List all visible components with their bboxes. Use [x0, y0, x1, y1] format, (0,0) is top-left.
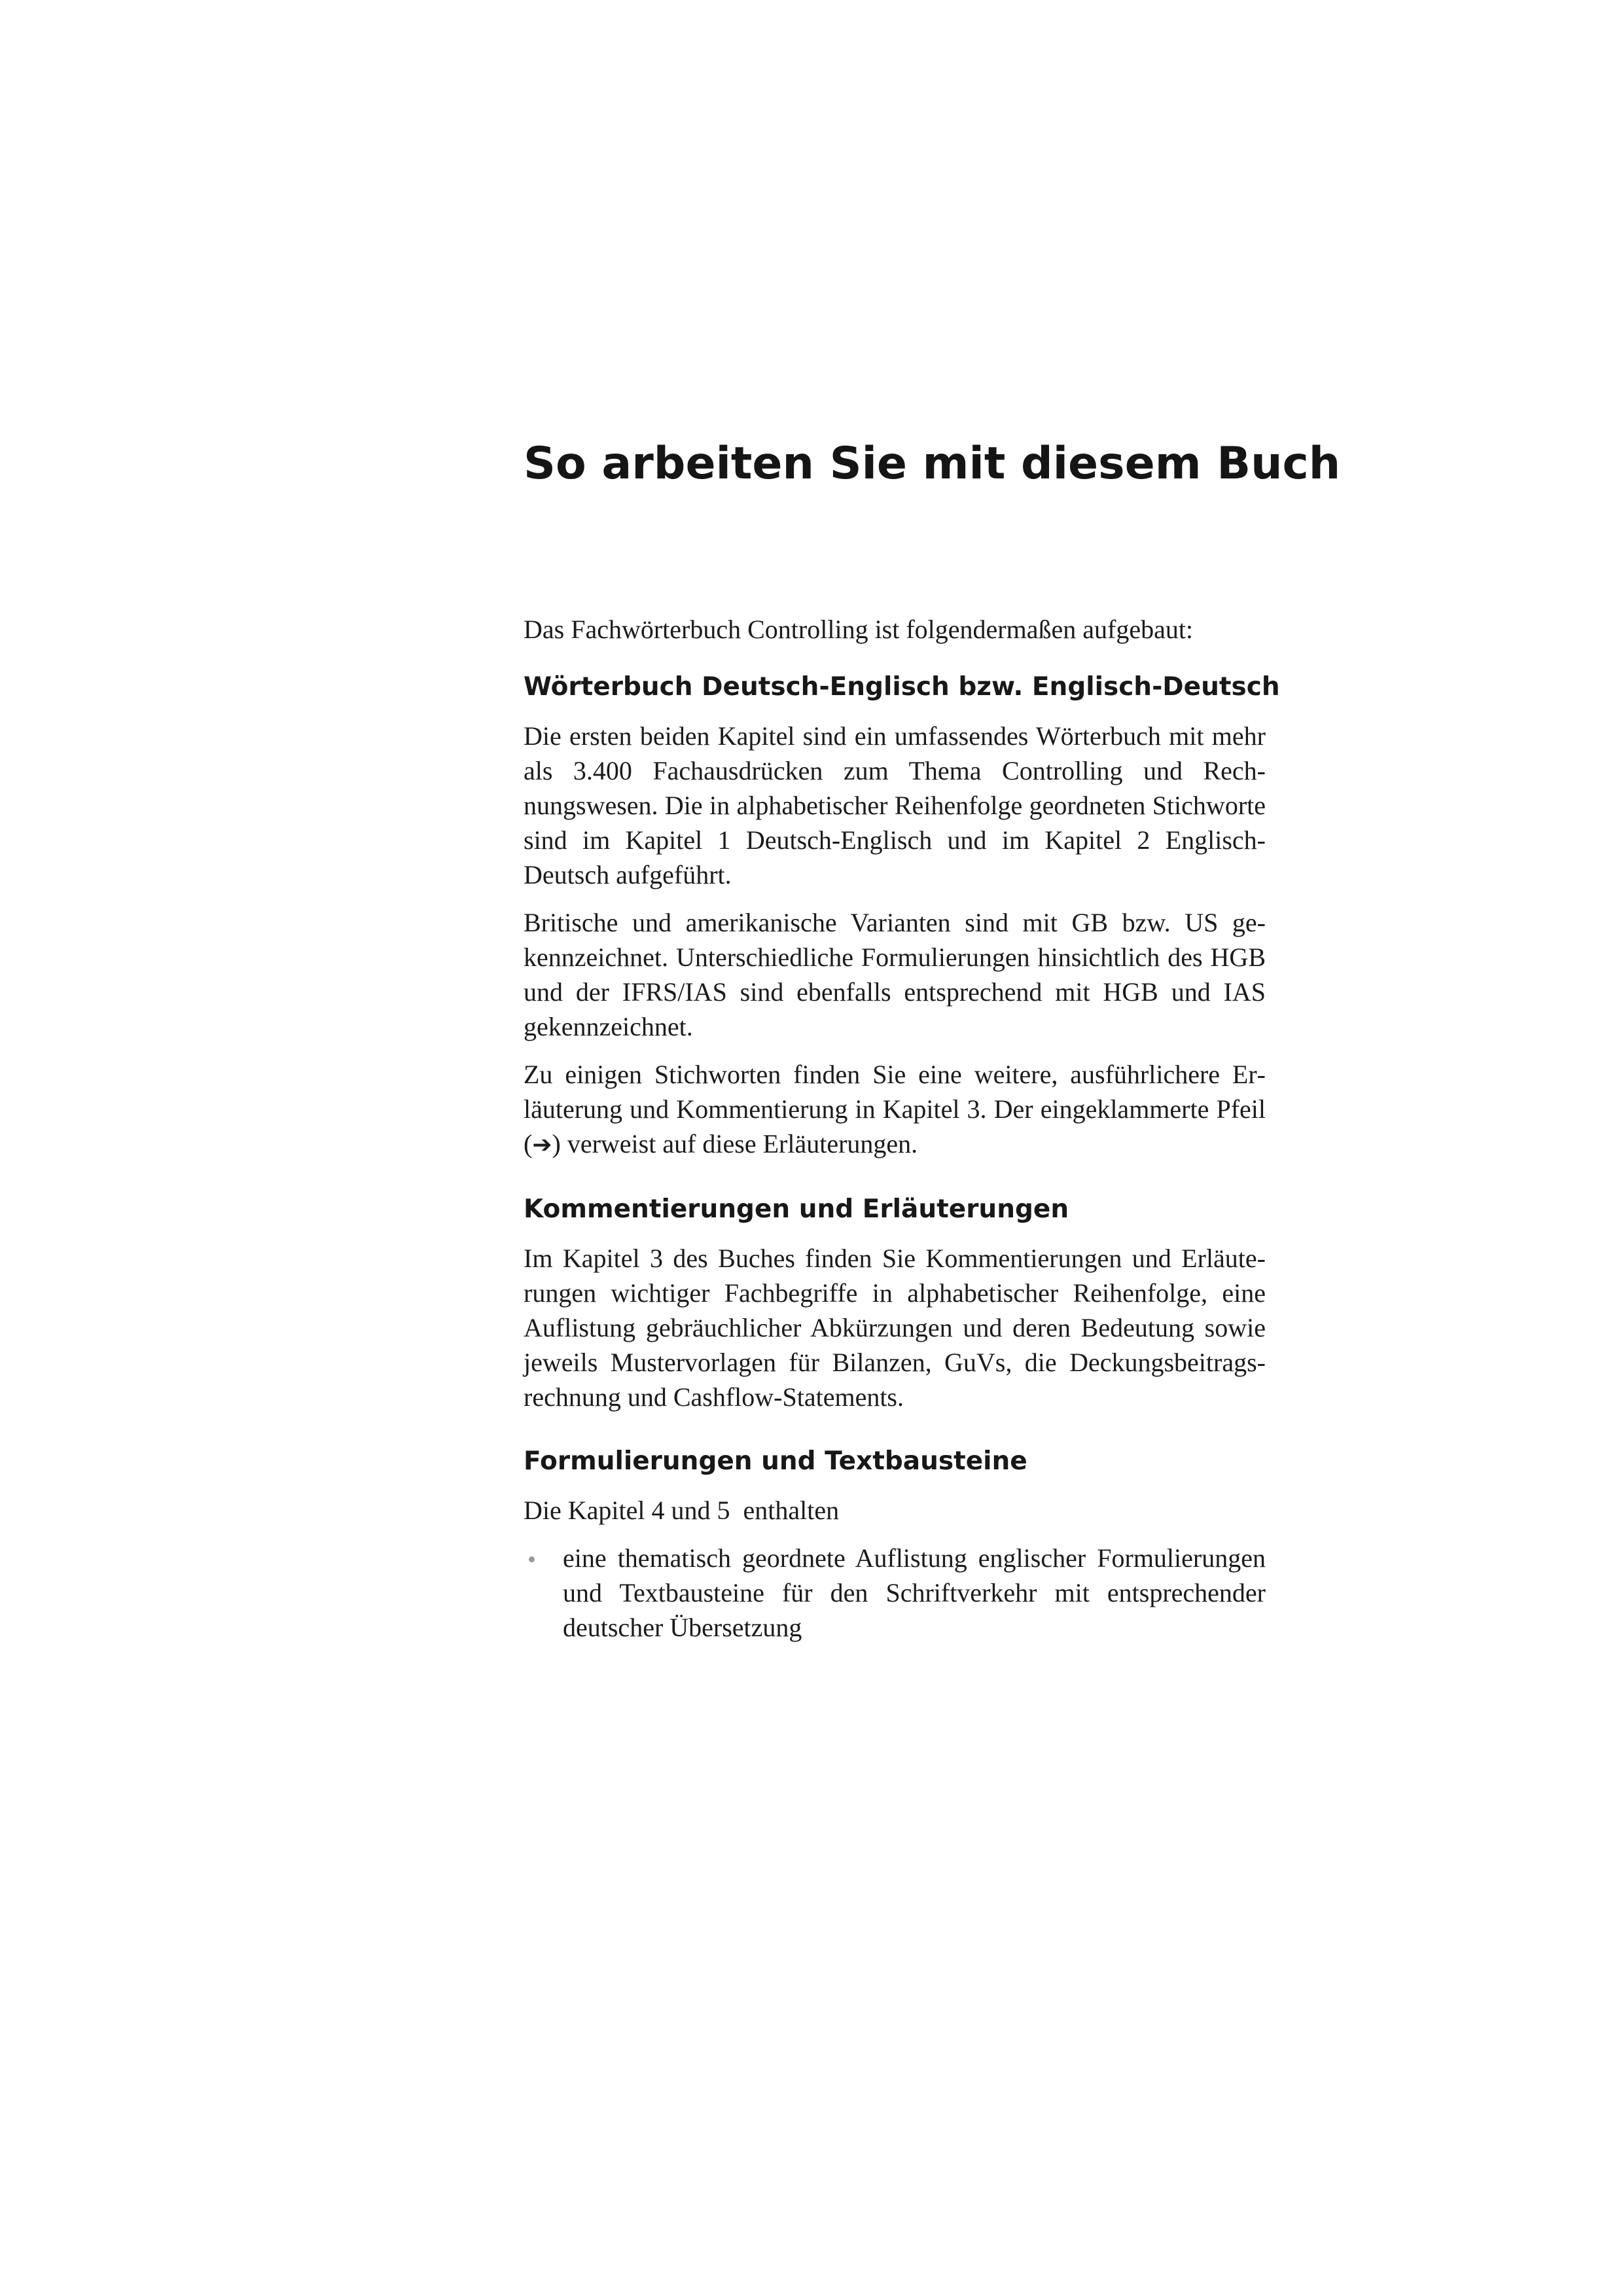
intro-paragraph: Das Fachwörterbuch Controlling ist folgendermaßen aufgebaut: [524, 615, 1194, 644]
list-item [524, 1541, 1266, 1645]
paragraph-chapters-4-5: Die Kapitel 4 und 5 enthalten [524, 1496, 840, 1525]
section-heading-dictionary: Wörterbuch Deutsch-Englisch bzw. Englisch-Deutsch [524, 672, 1280, 702]
bullet-list [524, 1541, 1266, 1645]
arrow-text-before: Zu einigen Stichworten finden Sie eine weitere, ausführlichere Erläuterung und Kommentierung in Kapitel 3. Der eingeklammerte Pfeil ( [524, 1060, 1266, 1158]
section-heading-comments: Kommentierungen und Erläuterungen [524, 1194, 1069, 1224]
list-item-text: eine thematisch geordnete Auflistung englischer Formulierungen und Textbausteine für den Schriftverkehr mit entsprechender deutscher Übersetzung [563, 1543, 1266, 1642]
paragraph-dictionary-overview: Die ersten beiden Kapitel sind ein umfassendes Wörterbuch mit mehr als 3.400 Fachausdrücken zum Thema Controlling und Rechnungswesen. Die in alphabetischer Reihenfolge geordneten Stichworte sind im Kapitel 1 Deutsch-Englisch und im Kapitel 2 Englisch-Deutsch aufgeführt. [524, 721, 1266, 889]
paragraph-variants: Britische und amerikanische Varianten sind mit GB bzw. US gekennzeichnet. Unterschiedliche Formulierungen hinsichtlich des HGB und der IFRS/IAS sind ebenfalls entsprechend mit HGB und IAS gekennzeichnet. [524, 908, 1266, 1041]
arrow-right-icon: ➔ [532, 1132, 552, 1158]
page-content [524, 612, 1280, 1645]
paragraph-arrow-reference [524, 1057, 1266, 1162]
paragraph-comments: Im Kapitel 3 des Buches finden Sie Kommentierungen und Erläuterungen wichtiger Fachbegriffe in alphabetischer Reihenfolge, eine Auflistung gebräuchlicher Abkürzungen und deren Bedeutung sowie jeweils Mustervorlagen für Bilanzen, GuVs, die Deckungsbeitragsrechnung und Cashflow-Statements. [524, 1244, 1266, 1412]
arrow-text-after: ) verweist auf diese Erläuterungen. [552, 1129, 918, 1158]
bullet-dot-icon [529, 1556, 535, 1562]
page-title: So arbeiten Sie mit diesem Buch [524, 438, 1341, 490]
section-heading-phrases: Formulierungen und Textbausteine [524, 1446, 1027, 1476]
